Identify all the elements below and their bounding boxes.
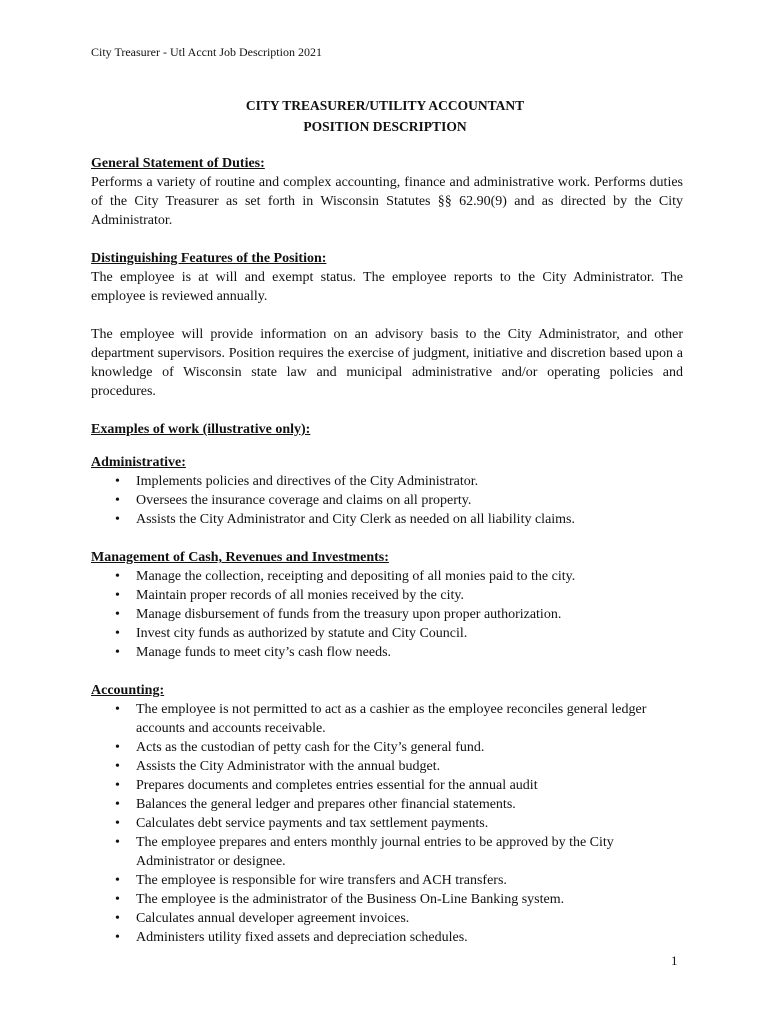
list-item — [91, 776, 683, 795]
list-item — [91, 700, 683, 738]
distinguishing-features-text-1: The employee is at will and exempt status. The employee reports to the City Administrator. The employee is reviewed annually. — [91, 270, 683, 304]
bullet-icon: • — [115, 626, 120, 641]
bullet-icon: • — [115, 797, 120, 812]
bullet-icon: • — [115, 873, 120, 888]
document-body — [91, 154, 683, 947]
cash-management-heading: Management of Cash, Revenues and Investments: — [91, 550, 389, 565]
list-item-text: Assists the City Administrator with the annual budget. — [136, 759, 441, 774]
cash-management-list — [91, 567, 683, 662]
administrative-heading: Administrative: — [91, 455, 186, 470]
examples-heading: Examples of work (illustrative only): — [91, 422, 311, 437]
list-item-text: Administers utility fixed assets and depreciation schedules. — [136, 930, 468, 945]
title-line-2: POSITION DESCRIPTION — [303, 119, 467, 134]
list-item — [91, 738, 683, 757]
general-duties-heading: General Statement of Duties: — [91, 156, 265, 171]
list-item-text: Implements policies and directives of the City Administrator. — [136, 474, 479, 489]
list-item — [91, 814, 683, 833]
list-item — [91, 871, 683, 890]
list-item-text: Calculates annual developer agreement invoices. — [136, 911, 410, 926]
bullet-icon: • — [115, 569, 120, 584]
bullet-icon: • — [115, 911, 120, 926]
distinguishing-features-heading: Distinguishing Features of the Position: — [91, 251, 327, 266]
list-item-text: Manage funds to meet city’s cash flow needs. — [136, 645, 392, 660]
page-number: 1 — [671, 953, 678, 968]
bullet-icon: • — [115, 607, 120, 622]
accounting-heading: Accounting: — [91, 683, 165, 698]
list-item-text: The employee is the administrator of the Business On-Line Banking system. — [136, 892, 565, 907]
bullet-icon: • — [115, 588, 120, 603]
bullet-icon: • — [115, 702, 120, 717]
bullet-icon: • — [115, 512, 120, 527]
general-duties-text: Performs a variety of routine and complex accounting, finance and administrative work. Performs duties of the City Treasurer as set forth in Wisconsin Statutes §§ 62.90(9) and as directed by the City Administrator. — [91, 175, 683, 228]
list-item-text: The employee prepares and enters monthly journal entries to be approved by the City Administrator or designee. — [136, 835, 614, 869]
bullet-icon: • — [115, 816, 120, 831]
list-item — [91, 510, 683, 529]
bullet-icon: • — [115, 759, 120, 774]
list-item — [91, 643, 683, 662]
bullet-icon: • — [115, 645, 120, 660]
document-title — [0, 95, 770, 137]
list-item — [91, 795, 683, 814]
list-item — [91, 833, 683, 871]
list-item — [91, 890, 683, 909]
bullet-icon: • — [115, 778, 120, 793]
bullet-icon: • — [115, 740, 120, 755]
list-item-text: Balances the general ledger and prepares other financial statements. — [136, 797, 516, 812]
list-item-text: Invest city funds as authorized by statute and City Council. — [136, 626, 468, 641]
list-item — [91, 567, 683, 586]
bullet-icon: • — [115, 493, 120, 508]
list-item — [91, 928, 683, 947]
title-line-1: CITY TREASURER/UTILITY ACCOUNTANT — [245, 98, 525, 113]
administrative-list — [91, 472, 683, 529]
list-item — [91, 605, 683, 624]
bullet-icon: • — [115, 892, 120, 907]
list-item-text: Manage disbursement of funds from the treasury upon proper authorization. — [136, 607, 562, 622]
list-item-text: Prepares documents and completes entries essential for the annual audit — [136, 778, 538, 793]
distinguishing-features-text-2: The employee will provide information on an advisory basis to the City Administrator, and other department supervisors. Position requires the exercise of judgment, initiative and discretion based upon a knowledge of Wisconsin state law and municipal administrative and/or operating policies and procedures. — [91, 327, 683, 399]
bullet-icon: • — [115, 930, 120, 945]
list-item-text: Maintain proper records of all monies received by the city. — [136, 588, 464, 603]
list-item-text: Acts as the custodian of petty cash for the City’s general fund. — [136, 740, 485, 755]
bullet-icon: • — [115, 474, 120, 489]
running-header: City Treasurer - Utl Accnt Job Description 2021 — [91, 45, 322, 59]
list-item-text: Calculates debt service payments and tax settlement payments. — [136, 816, 489, 831]
list-item-text: Oversees the insurance coverage and claims on all property. — [136, 493, 472, 508]
list-item — [91, 757, 683, 776]
accounting-list — [91, 700, 683, 947]
list-item — [91, 586, 683, 605]
list-item-text: The employee is responsible for wire transfers and ACH transfers. — [136, 873, 507, 888]
bullet-icon: • — [115, 835, 120, 850]
list-item — [91, 491, 683, 510]
list-item-text: Manage the collection, receipting and depositing of all monies paid to the city. — [136, 569, 576, 584]
list-item-text: The employee is not permitted to act as a cashier as the employee reconciles general ledger accounts and accounts receivable. — [136, 702, 647, 736]
list-item — [91, 472, 683, 491]
list-item-text: Assists the City Administrator and City Clerk as needed on all liability claims. — [136, 512, 576, 527]
list-item — [91, 909, 683, 928]
list-item — [91, 624, 683, 643]
